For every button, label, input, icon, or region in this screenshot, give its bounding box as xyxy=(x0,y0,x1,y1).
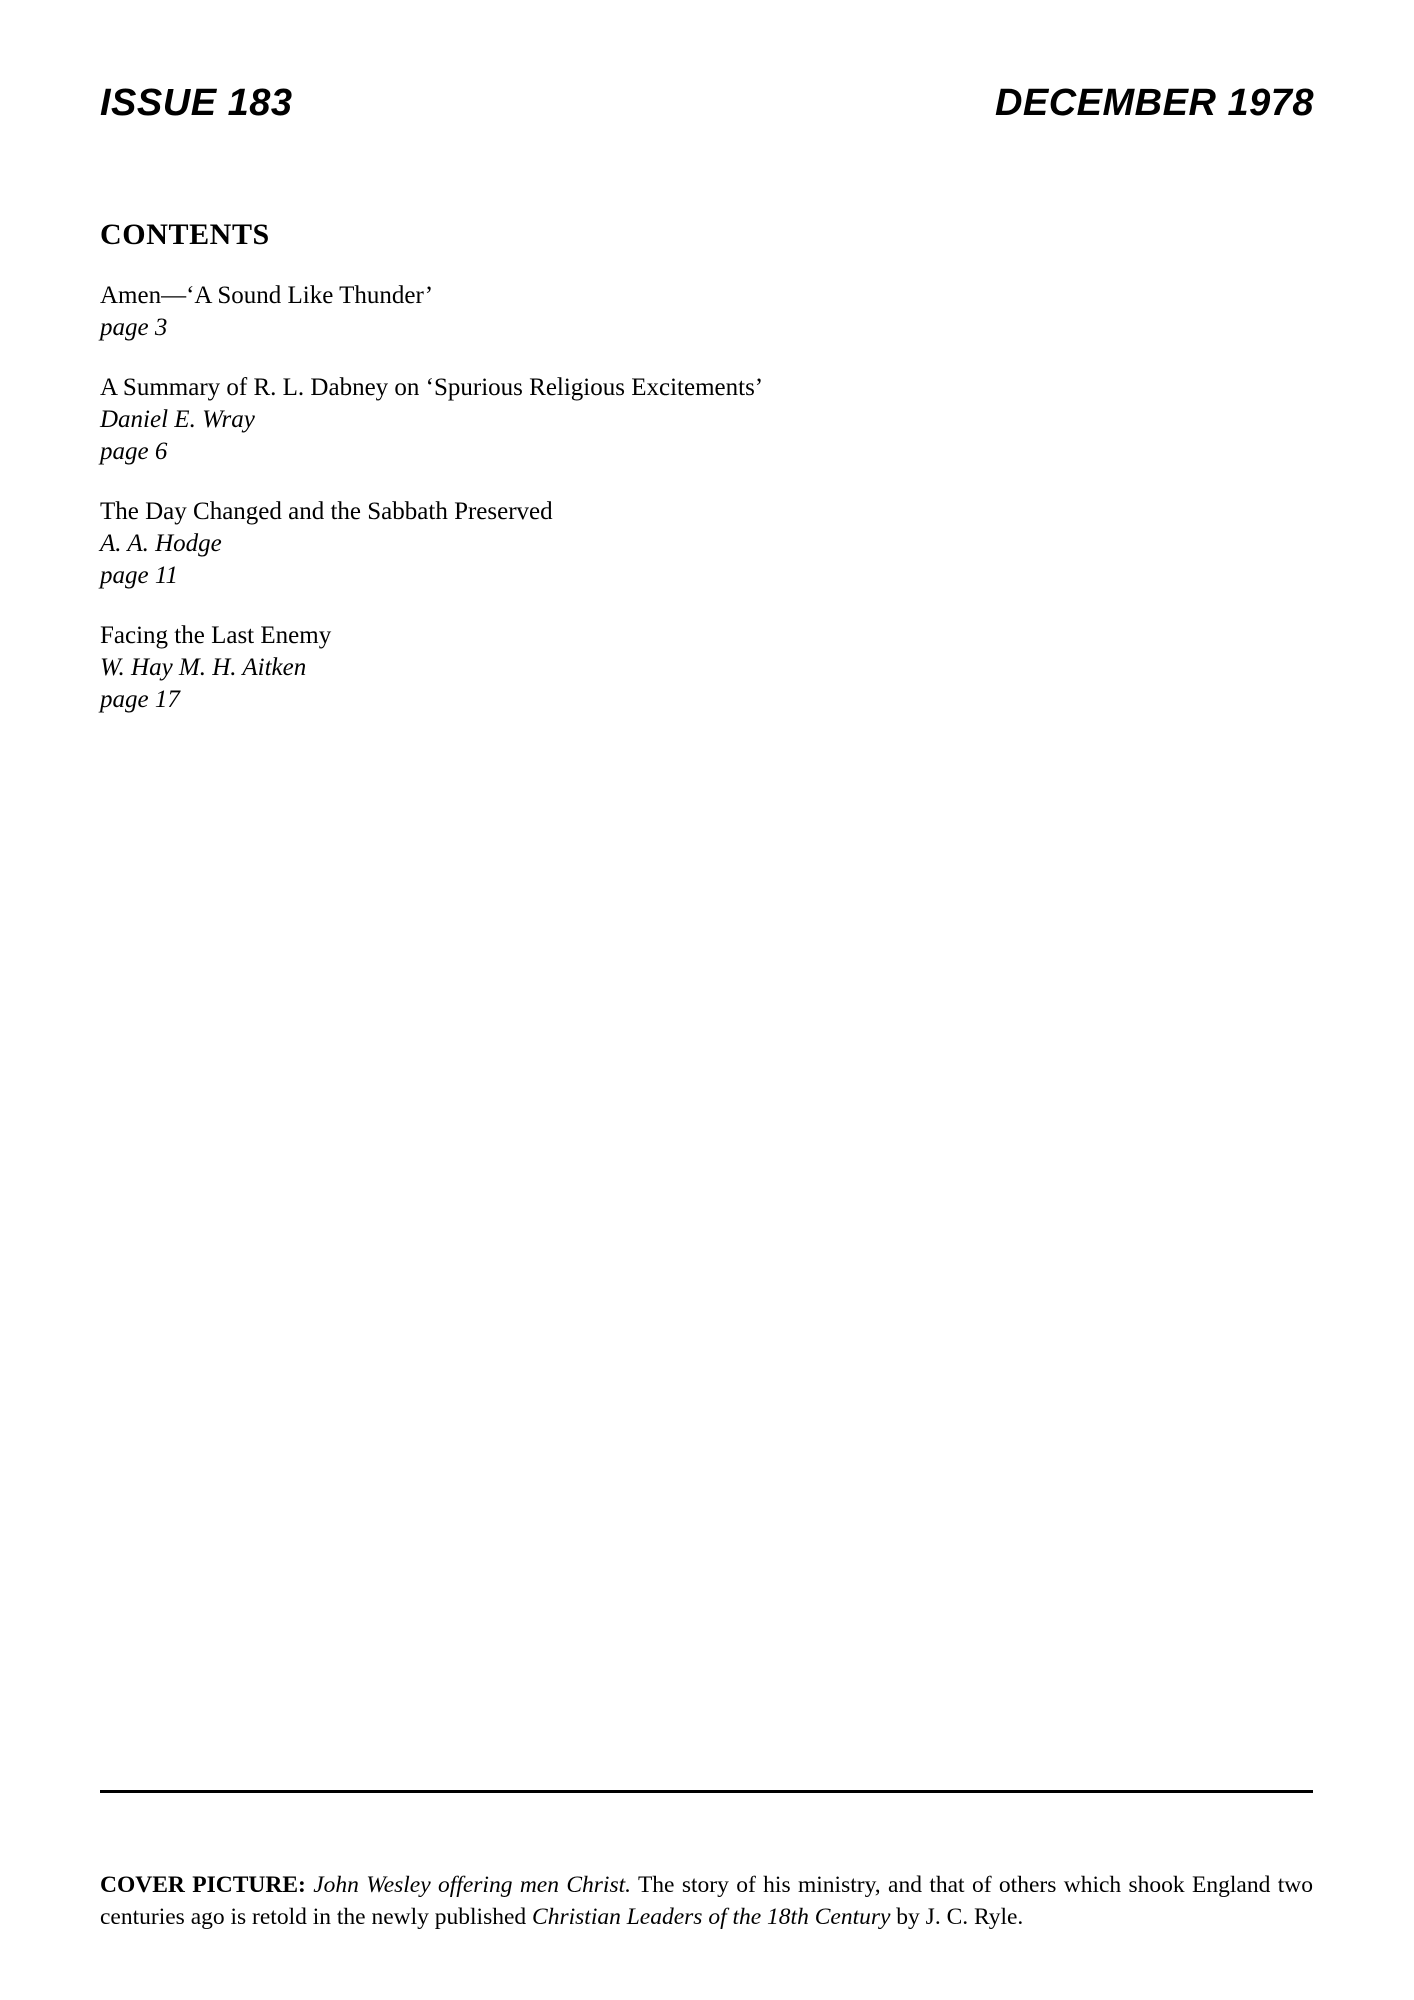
toc-entry-title: Facing the Last Enemy xyxy=(100,622,332,649)
toc-entry-title: The Day Changed and the Sabbath Preserved xyxy=(100,498,553,525)
toc-entry-page: page 17 xyxy=(100,686,180,713)
contents-heading: CONTENTS xyxy=(100,218,270,251)
toc-entry-title: A Summary of R. L. Dabney on ‘Spurious Religious Excitements’ xyxy=(100,374,764,401)
issue-number: ISSUE 183 xyxy=(100,82,293,124)
toc-entry-author: W. Hay M. H. Aitken xyxy=(100,654,307,681)
cover-picture-text-2: by J. C. Ryle. xyxy=(890,1903,1024,1930)
cover-picture-caption: John Wesley offering men Christ. xyxy=(313,1871,631,1898)
contents-section xyxy=(100,218,1100,744)
cover-picture-text-1: The story of his ministry, and that of others which shook England two centuries ago is retold in the newly published xyxy=(100,1871,1313,1930)
list-item xyxy=(100,280,1100,344)
toc-entry-page: page 6 xyxy=(100,438,168,465)
horizontal-divider xyxy=(100,1790,1313,1793)
cover-picture-label: COVER PICTURE: xyxy=(100,1871,306,1898)
issue-date: DECEMBER 1978 xyxy=(994,82,1314,124)
cover-picture-note xyxy=(100,1869,1313,1934)
toc-entry-author: A. A. Hodge xyxy=(100,530,222,557)
toc-entry-author: Daniel E. Wray xyxy=(100,406,255,433)
list-item xyxy=(100,620,1100,716)
list-item xyxy=(100,496,1100,592)
toc-entry-page: page 11 xyxy=(100,562,178,589)
toc-entry-title: Amen—‘A Sound Like Thunder’ xyxy=(100,282,434,309)
masthead xyxy=(100,82,1314,125)
toc-entry-page: page 3 xyxy=(100,314,168,341)
list-item xyxy=(100,372,1100,468)
cover-picture-book-title: Christian Leaders of the 18th Century xyxy=(532,1903,891,1930)
